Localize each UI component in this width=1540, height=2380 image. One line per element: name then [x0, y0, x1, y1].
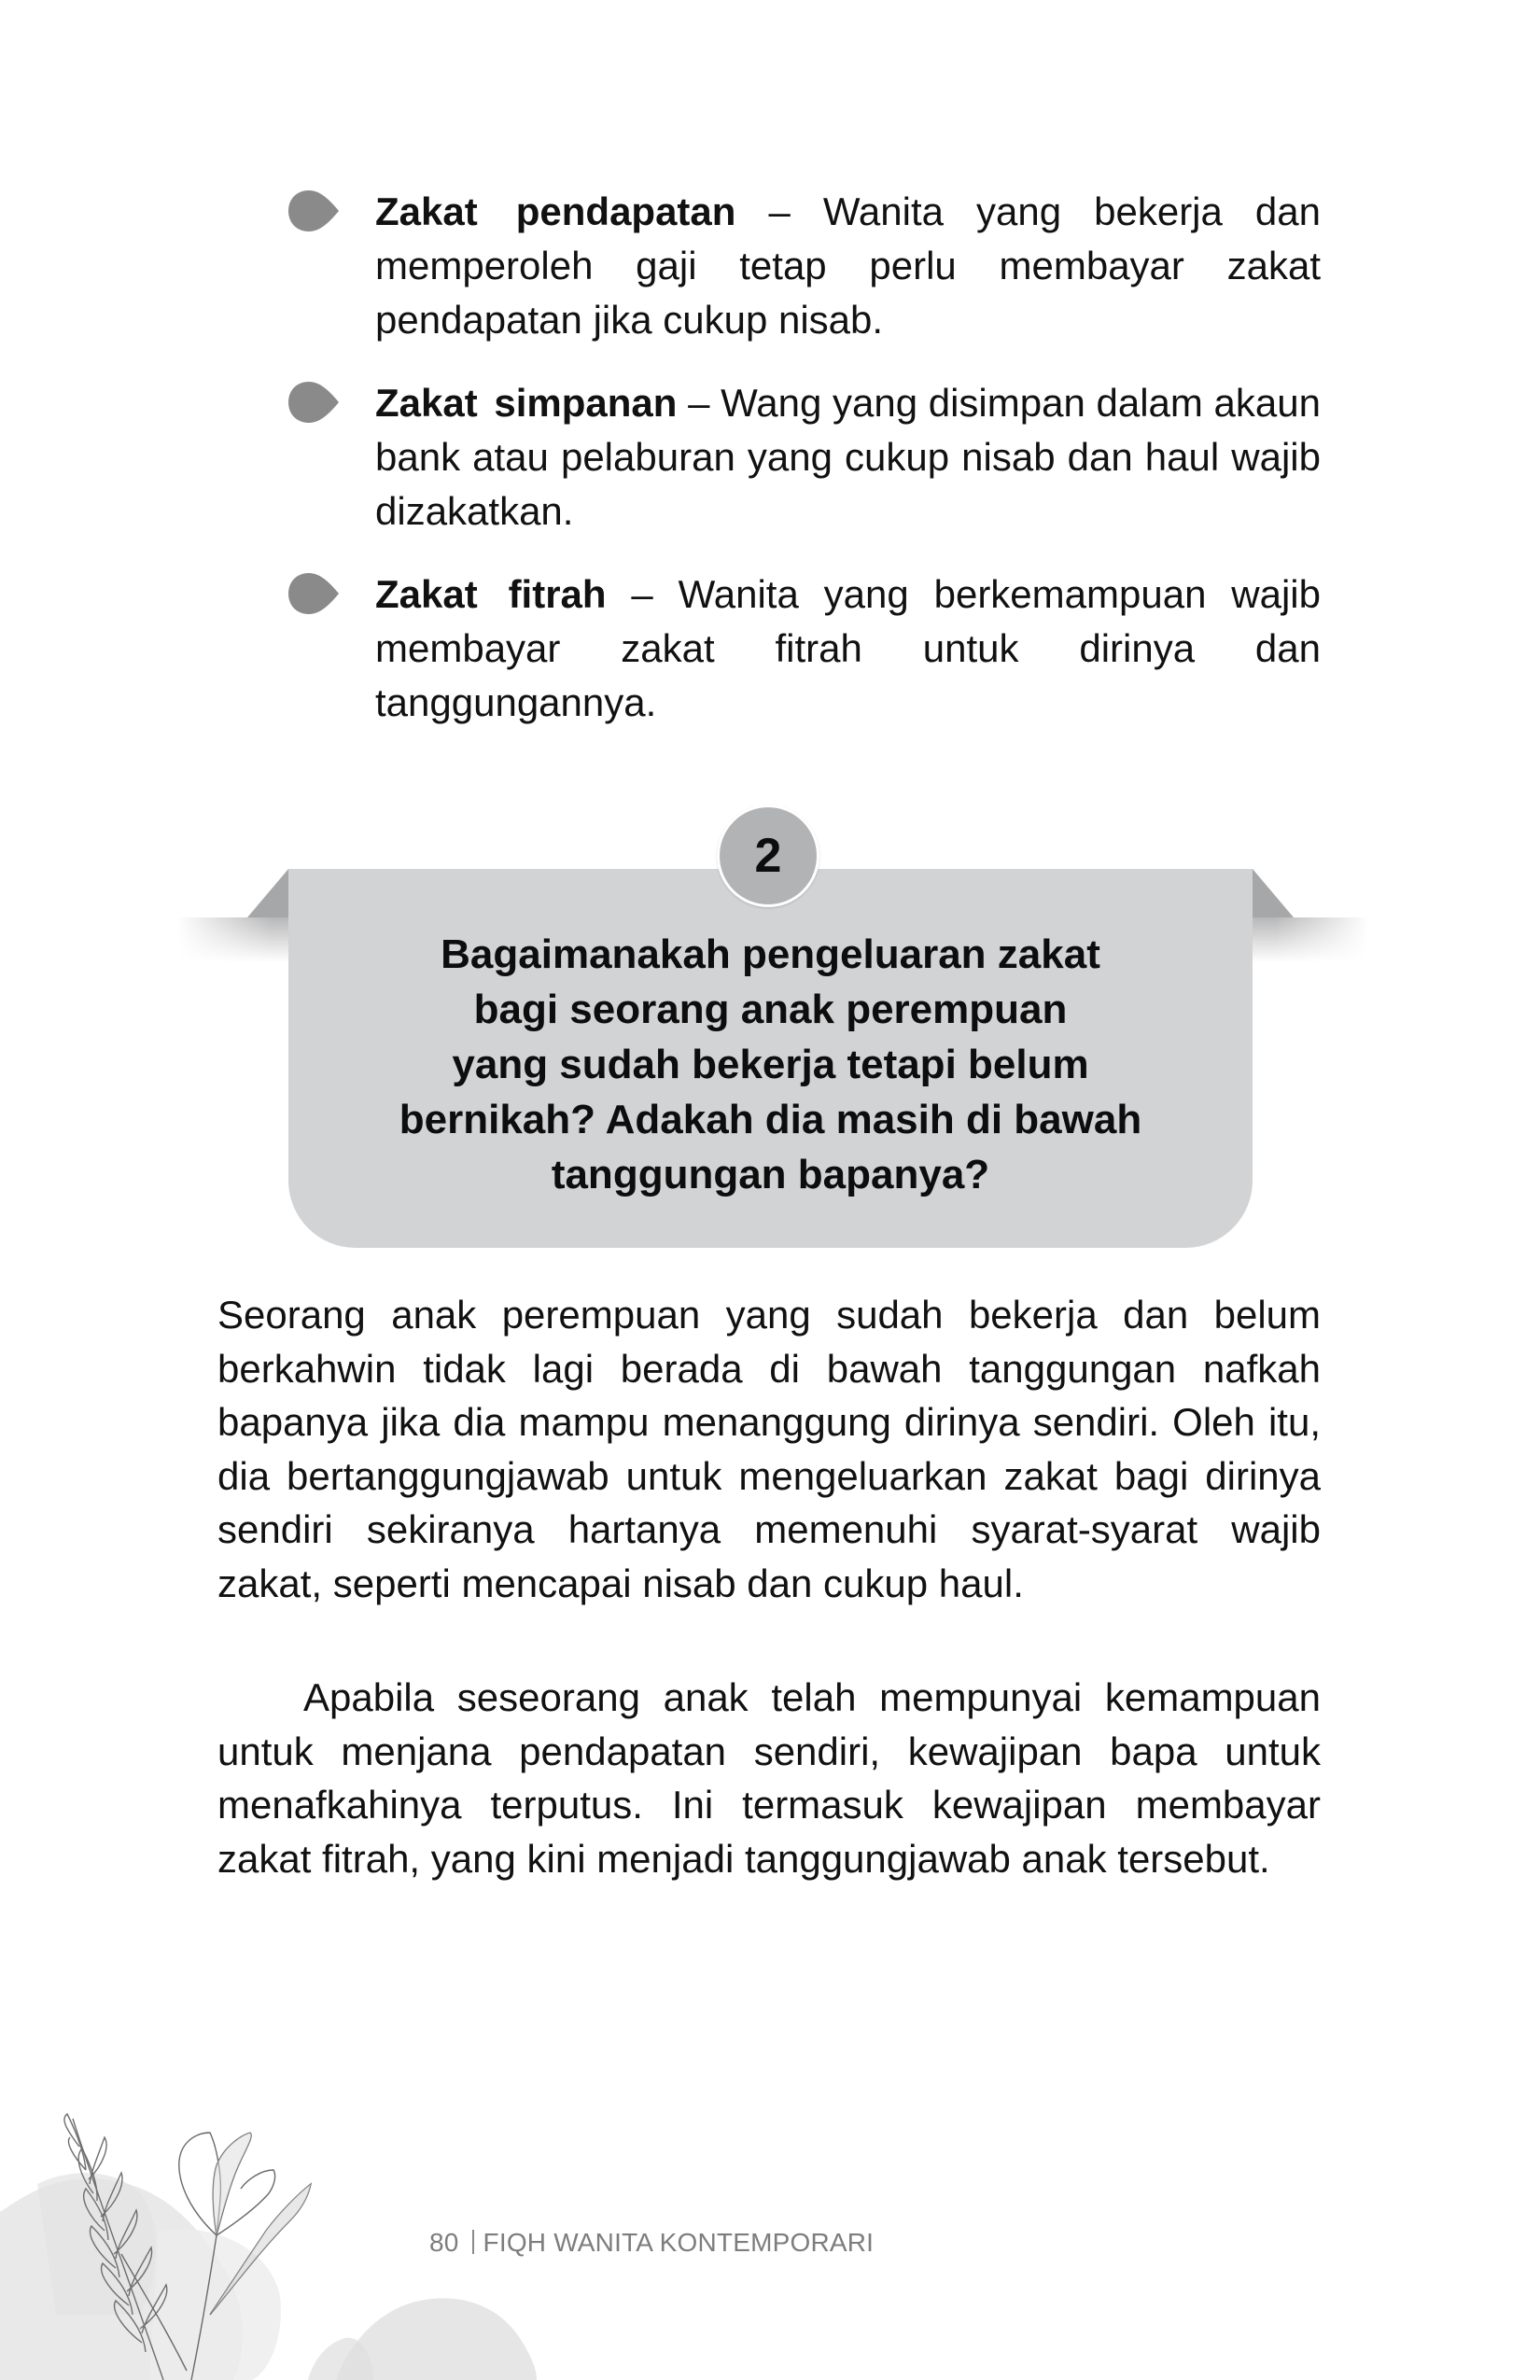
bullet-text: Wanita yang berkemampuan wajib membayar zakat fitrah untuk dirinya dan tanggungannya. — [375, 572, 1321, 724]
question-number-badge: 2 — [717, 805, 819, 907]
zakat-types-list — [280, 185, 1321, 759]
question-line: tanggungan bapanya? — [551, 1152, 990, 1197]
question-line: bagi seorang anak perempuan — [473, 987, 1068, 1032]
bullet-dash: – — [606, 572, 679, 616]
teardrop-bullet-icon — [287, 189, 341, 233]
teardrop-bullet-icon — [287, 571, 341, 616]
callout-shadow-right — [1253, 917, 1369, 962]
page-footer — [429, 2227, 874, 2259]
callout-fold-left — [247, 869, 288, 917]
book-title: FIQH WANITA KONTEMPORARI — [483, 2228, 875, 2257]
question-line: Bagaimanakah pengeluaran zakat — [441, 931, 1100, 977]
list-item — [280, 567, 1321, 730]
callout-box — [288, 869, 1253, 1248]
callout-fold-right — [1253, 869, 1294, 917]
footer-separator — [472, 2230, 474, 2254]
callout-shadow-left — [177, 917, 294, 962]
answer-paragraph-2: Apabila seseorang anak telah mempunyai kemampuan untuk menjana pendapatan sendiri, kewajipan bapa untuk menafkahinya terputus. Ini termasuk kewajipan membayar zakat fitrah, yang kini menjadi tanggungjawab anak tersebut. — [217, 1675, 1321, 1881]
bullet-dash: – — [677, 381, 721, 425]
bullet-text: Wanita yang bekerja dan memperoleh gaji tetap perlu membayar zakat pendapatan jika cukup nisab. — [375, 189, 1321, 342]
bullet-term: Zakat simpanan — [375, 381, 678, 425]
bullet-term: Zakat fitrah — [375, 572, 607, 616]
list-item — [280, 185, 1321, 347]
page-number: 80 — [429, 2228, 459, 2257]
answer-paragraph-1: Seorang anak perempuan yang sudah bekerja dan belum berkahwin tidak lagi berada di bawah tanggungan nafkah bapanya jika dia mampu menanggung dirinya sendiri. Oleh itu, dia bertanggungjawab untuk mengeluarkan zakat bagi dirinya sendiri sekiranya hartanya memenuhi syarat-syarat wajib zakat, seperti mencapai nisab dan cukup haul. — [217, 1293, 1321, 1605]
list-item — [280, 376, 1321, 539]
teardrop-bullet-icon — [287, 380, 341, 425]
question-line: bernikah? Adakah dia masih di bawah — [399, 1097, 1142, 1142]
bullet-text: Wang yang disimpan dalam akaun bank atau pelaburan yang cukup nisab dan haul wajib dizakatkan. — [375, 381, 1321, 533]
question-callout — [177, 805, 1363, 1253]
question-title — [288, 927, 1253, 1202]
question-line: yang sudah bekerja tetapi belum — [452, 1042, 1089, 1087]
bullet-term: Zakat pendapatan — [375, 189, 736, 233]
bullet-dash: – — [735, 189, 823, 233]
